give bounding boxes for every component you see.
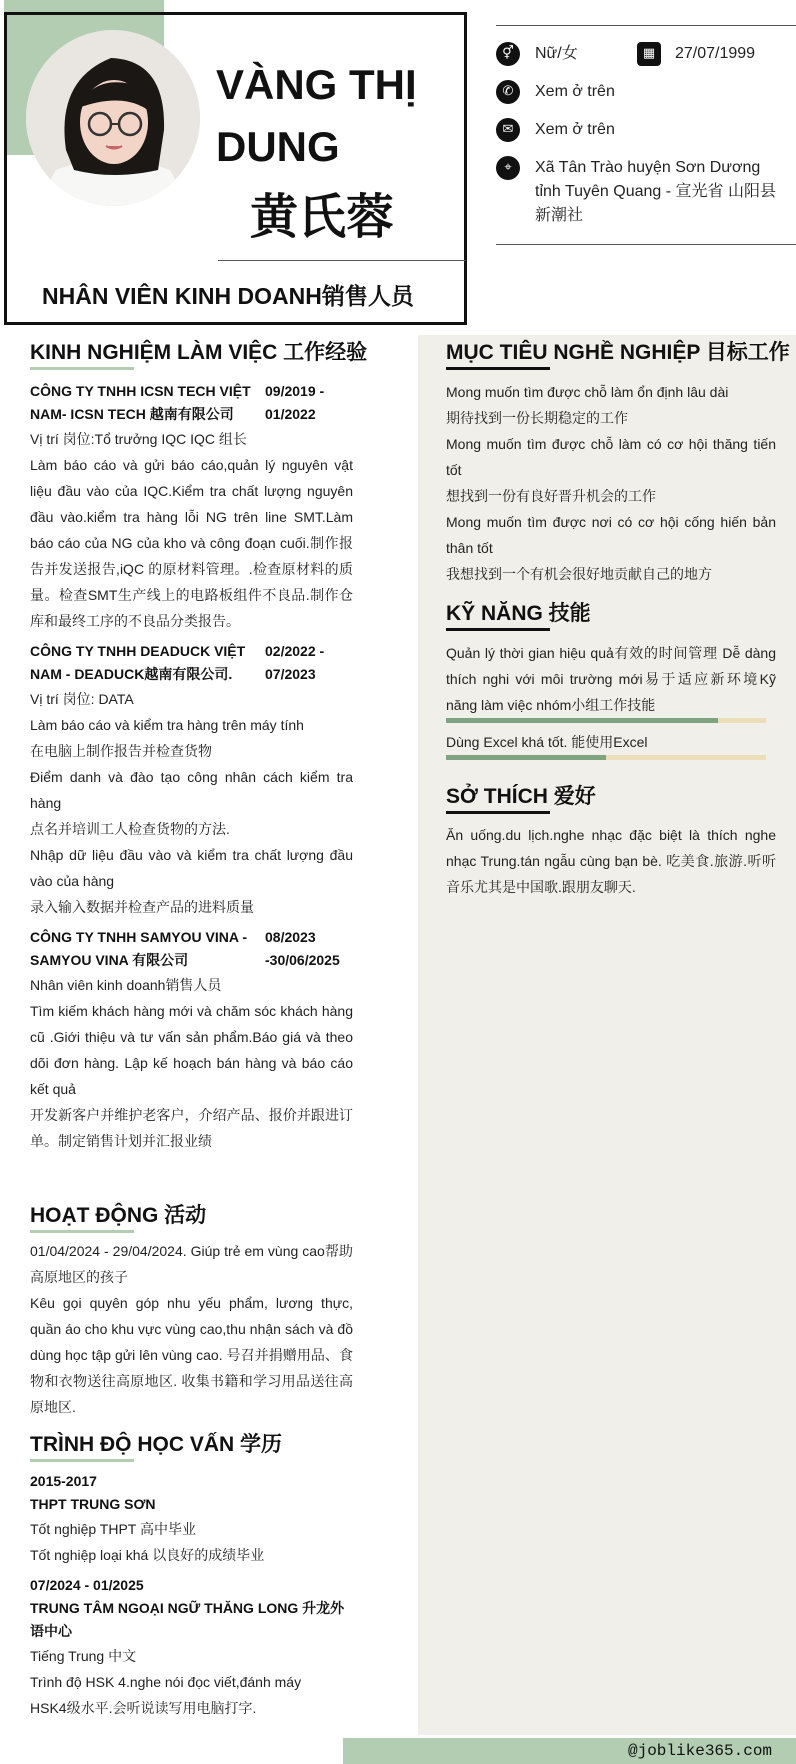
job-detail: 在电脑上制作报告并检查货物 — [30, 743, 212, 759]
job-company: CÔNG TY TNHH DEADUCK VIỆT NAM - DEADUCK越南有限公司. — [30, 643, 246, 682]
objective-line: Mong muốn tìm được chỗ làm ổn định lâu dài — [446, 384, 729, 400]
skills-list — [446, 640, 776, 766]
experience-list — [30, 376, 353, 1154]
section-title-activities: HOẠT ĐỘNG 活动 — [30, 1204, 207, 1227]
contact-email: Xem ở trên — [535, 121, 615, 138]
skill-item — [446, 729, 776, 760]
contact-phone: Xem ở trên — [535, 83, 615, 100]
job-date: 09/2019 - 01/2022 — [265, 383, 325, 422]
job-title: NHÂN VIÊN KINH DOANH销售人员 — [42, 283, 414, 309]
candidate-name-chinese: 黄氏蓉 — [250, 189, 395, 245]
education-entry — [30, 1470, 353, 1568]
section-underline — [30, 1459, 134, 1462]
job-date: 02/2022 - 07/2023 — [265, 643, 325, 682]
job-detail: Tìm kiếm khách hàng mới và chăm sóc khách hàng cũ .Giới thiệu và tư vấn sản phẩm.Báo giá và theo dõi đơn hàng. Lập kế hoạch bán hàng và báo cáo kết quả — [30, 1003, 353, 1097]
objective-line: Mong muốn tìm được chỗ làm có cơ hội thăng tiến tốt — [446, 436, 776, 478]
job-company: CÔNG TY TNHH ICSN TECH VIỆT NAM- ICSN TECH 越南有限公司 — [30, 383, 251, 422]
email-icon: ✉ — [496, 118, 520, 142]
skill-item — [446, 640, 776, 723]
name-divider — [218, 260, 466, 261]
phone-icon: ✆ — [496, 80, 520, 104]
skill-bar — [446, 718, 766, 723]
education-list — [30, 1466, 353, 1721]
hobbies-text: Ăn uống.du lịch.nghe nhạc đặc biệt là thích nghe nhạc Trung.tán ngẫu cùng bạn bè. 吃美食.旅游.听听音乐尤其是中国歌.跟朋友聊天. — [446, 827, 776, 895]
activities-list — [30, 1238, 353, 1420]
contact-divider-bottom — [496, 244, 796, 245]
contact-gender: Nữ/女 — [535, 45, 578, 62]
education-detail: Tiếng Trung 中文 — [30, 1648, 137, 1664]
job-company: CÔNG TY TNHH SAMYOU VINA - SAMYOU VINA 有限公司 — [30, 929, 248, 968]
activity-detail: 01/04/2024 - 29/04/2024. Giúp trẻ em vùng cao帮助高原地区的孩子 — [30, 1243, 353, 1285]
education-date: 07/2024 - 01/2025 — [30, 1577, 144, 1593]
job-entry — [30, 380, 353, 634]
section-underline — [446, 811, 550, 814]
job-entry — [30, 640, 353, 920]
activity-detail: Kêu gọi quyên góp nhu yếu phẩm, lương thực, quần áo cho khu vực vùng cao,thu nhận sách và đồ dùng học tập gửi lên vùng cao. 号召并捐赠用品、食物和衣物送往高原地区. 收集书籍和学习用品送往高原地区. — [30, 1295, 353, 1415]
contact-address: Xã Tân Trào huyện Sơn Dương tỉnh Tuyên Quang - 宣光省 山阳县 新潮社 — [535, 159, 776, 224]
footer-watermark: @joblike365.com — [628, 1742, 773, 1760]
skill-label: Quản lý thời gian hiệu quả有效的时间管理 Dễ dàng thích nghi với môi trường mới易于适应新环境Kỹ năng làm việc nhóm小组工作技能 — [446, 645, 776, 713]
objective-line: Mong muốn tìm được nơi có cơ hội cống hiến bản thân tốt — [446, 514, 776, 556]
section-title-experience: KINH NGHIỆM LÀM VIỆC 工作经验 — [30, 341, 368, 364]
candidate-name: VÀNG THỊ DUNG — [216, 61, 417, 170]
job-detail: Làm báo cáo và gửi báo cáo,quản lý nguyên vật liệu đầu vào của IQC.Kiểm tra chất lượng nguyên đầu vào.kiểm tra hàng lỗi NG trên line SMT.Làm báo cáo của NG của kho và công đoạn cuối.制作报告并发送报告,iQC 的原材料管理。.检查原材料的质量。检查SMT生产线上的电路板组件不良品.制作仓库和最终工序的不良品分类报告。 — [30, 457, 353, 629]
job-entry — [30, 926, 353, 1154]
location-icon: ⌖ — [496, 156, 520, 180]
avatar — [26, 30, 200, 206]
job-detail: 点名并培训工人检查货物的方法. — [30, 821, 230, 837]
section-underline — [446, 367, 550, 370]
section-underline — [30, 367, 134, 370]
contact-birthday: 27/07/1999 — [675, 45, 756, 62]
job-detail: Làm báo cáo và kiểm tra hàng trên máy tính — [30, 717, 304, 733]
job-detail: 录入输入数据并检查产品的进料质量 — [30, 899, 254, 915]
contact-divider-top — [496, 25, 796, 26]
section-underline — [446, 628, 550, 631]
objective-line: 我想找到一个有机会很好地贡献自己的地方 — [446, 566, 712, 582]
objective-line: 期待找到一份长期稳定的工作 — [446, 410, 628, 426]
skill-label: Dùng Excel khá tốt. 能使用Excel — [446, 734, 648, 750]
gender-icon: ⚥ — [496, 42, 520, 66]
education-date: 2015-2017 — [30, 1473, 97, 1489]
skill-bar-fill — [446, 718, 718, 723]
education-detail: HSK4级水平.会听说读写用电脑打字. — [30, 1700, 257, 1716]
hobbies-text-block — [446, 822, 776, 900]
education-detail: Trình độ HSK 4.nghe nói đọc viết,đánh máy — [30, 1674, 302, 1690]
education-school: TRUNG TÂM NGOẠI NGỮ THĂNG LONG 升龙外语中心 — [30, 1600, 345, 1639]
job-date: 08/2023 -30/06/2025 — [265, 929, 340, 968]
job-detail: Nhập dữ liệu đầu vào và kiểm tra chất lượng đầu vào của hàng — [30, 847, 353, 889]
job-detail: 开发新客户并维护老客户，介绍产品、报价并跟进订单。制定销售计划并汇报业绩 — [30, 1107, 353, 1149]
section-title-skills: KỸ NĂNG 技能 — [446, 602, 591, 625]
section-title-objective: MỤC TIÊU NGHỀ NGHIỆP 目标工作 — [446, 341, 790, 364]
calendar-icon: ▦ — [637, 42, 661, 66]
skill-bar — [446, 755, 766, 760]
objective-line: 想找到一份有良好晋升机会的工作 — [446, 488, 656, 504]
education-entry — [30, 1574, 353, 1721]
job-detail: Điểm danh và đào tạo công nhân cách kiểm tra hàng — [30, 769, 353, 811]
education-school: THPT TRUNG SƠN — [30, 1496, 156, 1512]
section-underline — [30, 1230, 134, 1233]
education-detail: Tốt nghiệp loại khá 以良好的成绩毕业 — [30, 1547, 265, 1563]
education-detail: Tốt nghiệp THPT 高中毕业 — [30, 1521, 196, 1537]
section-title-hobbies: SỞ THÍCH 爱好 — [446, 785, 596, 808]
section-title-education: TRÌNH ĐỘ HỌC VẤN 学历 — [30, 1433, 282, 1456]
job-detail: Vị trí 岗位: DATA — [30, 691, 134, 707]
objective-list — [446, 379, 776, 587]
job-detail: Nhân viên kinh doanh销售人员 — [30, 977, 222, 993]
skill-bar-fill — [446, 755, 606, 760]
job-detail: Vị trí 岗位:Tổ trưởng IQC IQC 组长 — [30, 431, 247, 447]
